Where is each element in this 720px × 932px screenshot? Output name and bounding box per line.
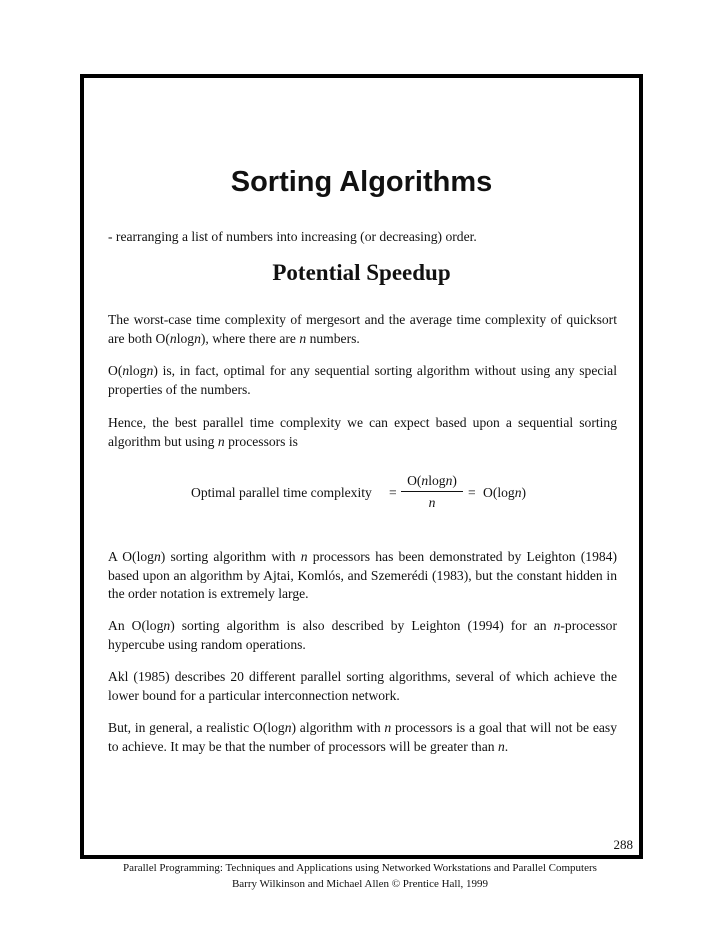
formula-equals-2: = [468,485,476,500]
page-title: Sorting Algorithms [230,166,493,198]
section-heading: Potential Speedup [272,260,451,285]
formula-result: O(logn) [483,485,527,500]
formula-numerator: O(nlogn) [407,473,457,488]
paragraph-akl: Akl (1985) describes 20 different parallel sorting algorithms, several of which achieve the lower bound for a particular interconnection network. [108,669,617,703]
formula-label: Optimal parallel time complexity [191,485,372,500]
formula-equals: = [389,485,397,500]
fraction-bar [401,491,463,492]
footer-line-2: Barry Wilkinson and Michael Allen © Prentice Hall, 1999 [231,878,489,890]
paragraph-leighton-1984: A O(logn) sorting algorithm with n processors has been demonstrated by Leighton (1984) based upon an algorithm by Ajtai, Komlós, and Szemerédi (1983), but the constant hidden in the order notation is extremely large. [108,549,617,601]
slide-frame [80,74,643,859]
paragraph-parallel: Hence, the best parallel time complexity we can expect based upon a sequential sorting algorithm but using n processors is [108,415,617,449]
page-number: 288 [613,837,633,852]
speedup-formula [84,472,639,512]
footer-line-1: Parallel Programming: Techniques and Applications using Networked Workstations and Parallel Computers [123,862,597,874]
footer [0,860,720,892]
paragraph-mergesort: The worst-case time complexity of mergesort and the average time complexity of quicksort are both O(nlogn), where there are n numbers. [108,312,617,346]
definition-text: - rearranging a list of numbers into increasing (or decreasing) order. [108,229,477,244]
formula-fraction [401,472,463,512]
paragraph-optimal: O(nlogn) is, in fact, optimal for any sequential sorting algorithm without using any special properties of the numbers. [108,363,617,397]
formula-denominator: n [428,495,436,510]
paragraph-leighton-1994: An O(logn) sorting algorithm is also described by Leighton (1994) for an n-processor hypercube using random operations. [108,618,617,652]
paragraph-conclusion: But, in general, a realistic O(logn) algorithm with n processors is a goal that will not be easy to achieve. It may be that the number of processors will be greater than n. [108,720,618,754]
